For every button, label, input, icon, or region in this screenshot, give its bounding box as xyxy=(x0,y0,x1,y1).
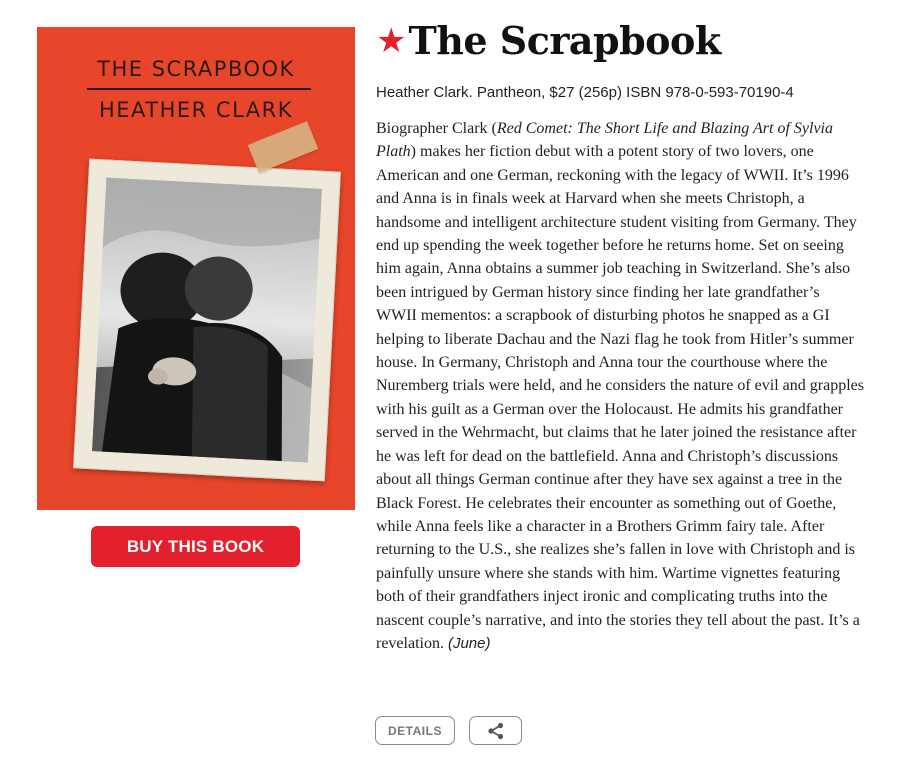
book-cover[interactable] xyxy=(37,27,355,510)
star-icon: ★ xyxy=(376,21,407,61)
review-italic-title: Red Comet: The Short Life and Blazing Art of Sylvia Plath xyxy=(376,120,833,161)
review-part-1: Biographer Clark ( xyxy=(376,120,497,137)
share-button[interactable] xyxy=(469,716,522,745)
cover-divider xyxy=(87,88,311,90)
review-text xyxy=(376,117,864,655)
buy-this-book-button[interactable]: BUY THIS BOOK xyxy=(91,526,300,567)
review-month: (June) xyxy=(447,634,491,652)
cover-title: THE SCRAPBOOK xyxy=(97,57,295,81)
page-title: The Scrapbook xyxy=(408,18,721,63)
review-part-2: ) makes her fiction debut with a potent story of two lovers, one American and one German, reckoning with the legacy of WWII. It’s 1996 and Anna is in finals week at Harvard when she meets Christoph, a handsome and intelligent architecture student visiting from Germany. They end up spending the week together before he returns home. Set on seeing him again, Anna obtains a summer job teaching in Switzerland. She’s also been intrigued by German history since finding her late grandfather’s WWII mementos: a scrapbook of disturbing photos he snapped as a GI helping to liberate Dachau and the Nazi flag he took from Hitler’s summer house. In Germany, Christoph and Anna tour the courthouse where the Nuremberg trials were held, and he considers the nature of evil and grapples with his guilt as a German over the Holocaust. He admits his grandfather served in the Wehrmacht, but claims that he later joined the resistance after he was left for dead on the battlefield. Anna and Christoph’s discussions about all things German continue after they have sex against a tree in the Black Forest. He celebrates their encounter as something out of Goethe, while Anna feels like a character in a Brothers Grimm fairy tale. After returning to the U.S., she realizes she’s fallen in love with Christoph and is painfully unsure where she stands with him. Wartime vignettes featuring both of their grandfathers inject ironic and complicating truths into the nascent couple’s narrative, and into the stories they tell about the past. It’s a revelation. xyxy=(376,143,864,652)
cover-photo xyxy=(73,159,341,482)
cover-author: HEATHER CLARK xyxy=(98,98,294,122)
title-row xyxy=(376,18,721,63)
embrace-photo-illustration xyxy=(92,178,322,463)
details-button[interactable]: DETAILS xyxy=(375,716,455,745)
tape-strip xyxy=(248,121,319,173)
share-icon xyxy=(487,722,505,740)
book-meta: Heather Clark. Pantheon, $27 (256p) ISBN 978-0-593-70190-4 xyxy=(376,84,794,101)
